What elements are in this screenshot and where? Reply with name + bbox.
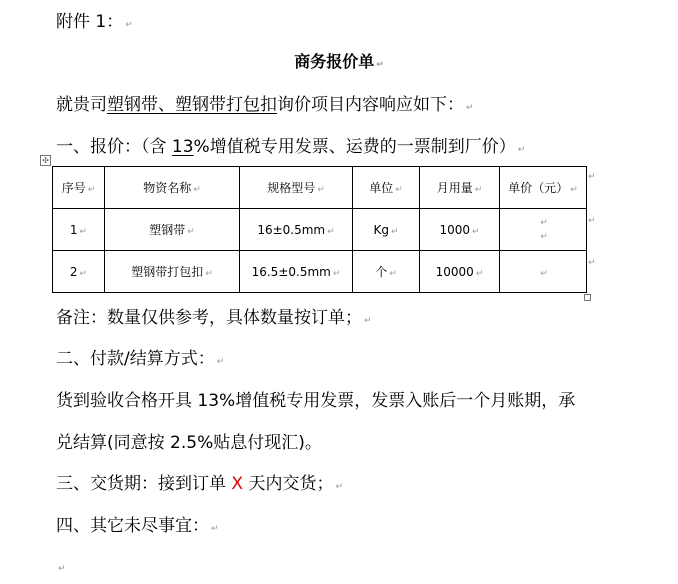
table-move-handle-icon[interactable]: ✣ xyxy=(40,155,51,166)
header-no: 序号 ↵ xyxy=(53,167,105,209)
paragraph-mark-icon: ↵ xyxy=(216,357,225,367)
paragraph-mark-icon: ↵ xyxy=(58,564,66,574)
delivery-paragraph: 三、交货期：接到订单 X 天内交货； ↵ xyxy=(56,474,344,494)
row-end-mark-icon: ↵ xyxy=(588,258,596,268)
quote-table xyxy=(52,166,587,293)
paragraph-mark-icon: ↵ xyxy=(376,60,384,70)
document-title: 商务报价单 ↵ xyxy=(294,52,384,71)
header-price: 单价（元） ↵ xyxy=(500,167,587,209)
paragraph-mark-icon: ↵ xyxy=(517,145,526,155)
payment-heading: 二、付款/结算方式： ↵ xyxy=(56,349,225,369)
cell-spec[interactable]: 16±0.5mm ↵ xyxy=(240,209,353,251)
header-name: 物资名称 ↵ xyxy=(105,167,240,209)
project-name: 塑钢带、塑钢带打包扣 xyxy=(107,95,277,115)
cell-name[interactable]: 塑钢带 ↵ xyxy=(105,209,240,251)
attachment-label: 附件 1： ↵ xyxy=(56,12,133,32)
cell-price[interactable]: ↵ xyxy=(500,251,587,293)
paragraph-mark-icon: ↵ xyxy=(364,316,372,326)
cell-unit[interactable]: Kg ↵ xyxy=(353,209,420,251)
paragraph-mark-icon: ↵ xyxy=(125,20,133,30)
header-qty: 月用量 ↵ xyxy=(420,167,500,209)
cell-no[interactable]: 1 ↵ xyxy=(53,209,105,251)
cell-qty[interactable]: 1000 ↵ xyxy=(420,209,500,251)
table-row xyxy=(53,251,587,293)
payment-text: 货到验收合格开具 13%增值税专用发票，发票入账后一个月账期，承 xyxy=(56,391,576,411)
paragraph-mark-icon: ↵ xyxy=(335,482,344,492)
price-heading: 一、报价：（含 13%增值税专用发票、运费的一票制到厂价） ↵ xyxy=(56,137,526,157)
payment-text-continued: 兑结算(同意按 2.5%贴息付现汇)。 xyxy=(56,433,322,453)
cell-name[interactable]: 塑钢带打包扣 ↵ xyxy=(105,251,240,293)
tax-rate: 13 xyxy=(171,137,194,157)
empty-paragraph xyxy=(56,556,66,579)
cell-spec[interactable]: 16.5±0.5mm ↵ xyxy=(240,251,353,293)
table-header-row xyxy=(53,167,587,209)
header-unit: 单位 ↵ xyxy=(353,167,420,209)
paragraph-mark-icon: ↵ xyxy=(466,103,474,113)
cell-no[interactable]: 2 ↵ xyxy=(53,251,105,293)
header-spec: 规格型号 ↵ xyxy=(240,167,353,209)
row-end-mark-icon: ↵ xyxy=(588,216,596,226)
other-heading: 四、其它未尽事宜： ↵ xyxy=(56,516,219,536)
cell-unit[interactable]: 个 ↵ xyxy=(353,251,420,293)
paragraph-mark-icon: ↵ xyxy=(211,524,219,534)
cell-qty[interactable]: 10000 ↵ xyxy=(420,251,500,293)
intro-paragraph: 就贵司塑钢带、塑钢带打包扣询价项目内容响应如下： ↵ xyxy=(56,95,474,115)
table-resize-handle-icon[interactable] xyxy=(584,294,591,301)
cell-price[interactable]: ↵ ↵ xyxy=(500,209,587,251)
delivery-days-placeholder: X xyxy=(231,474,244,494)
table-row xyxy=(53,209,587,251)
row-end-mark-icon: ↵ xyxy=(588,172,596,182)
note-paragraph: 备注：数量仅供参考，具体数量按订单； ↵ xyxy=(56,308,372,328)
